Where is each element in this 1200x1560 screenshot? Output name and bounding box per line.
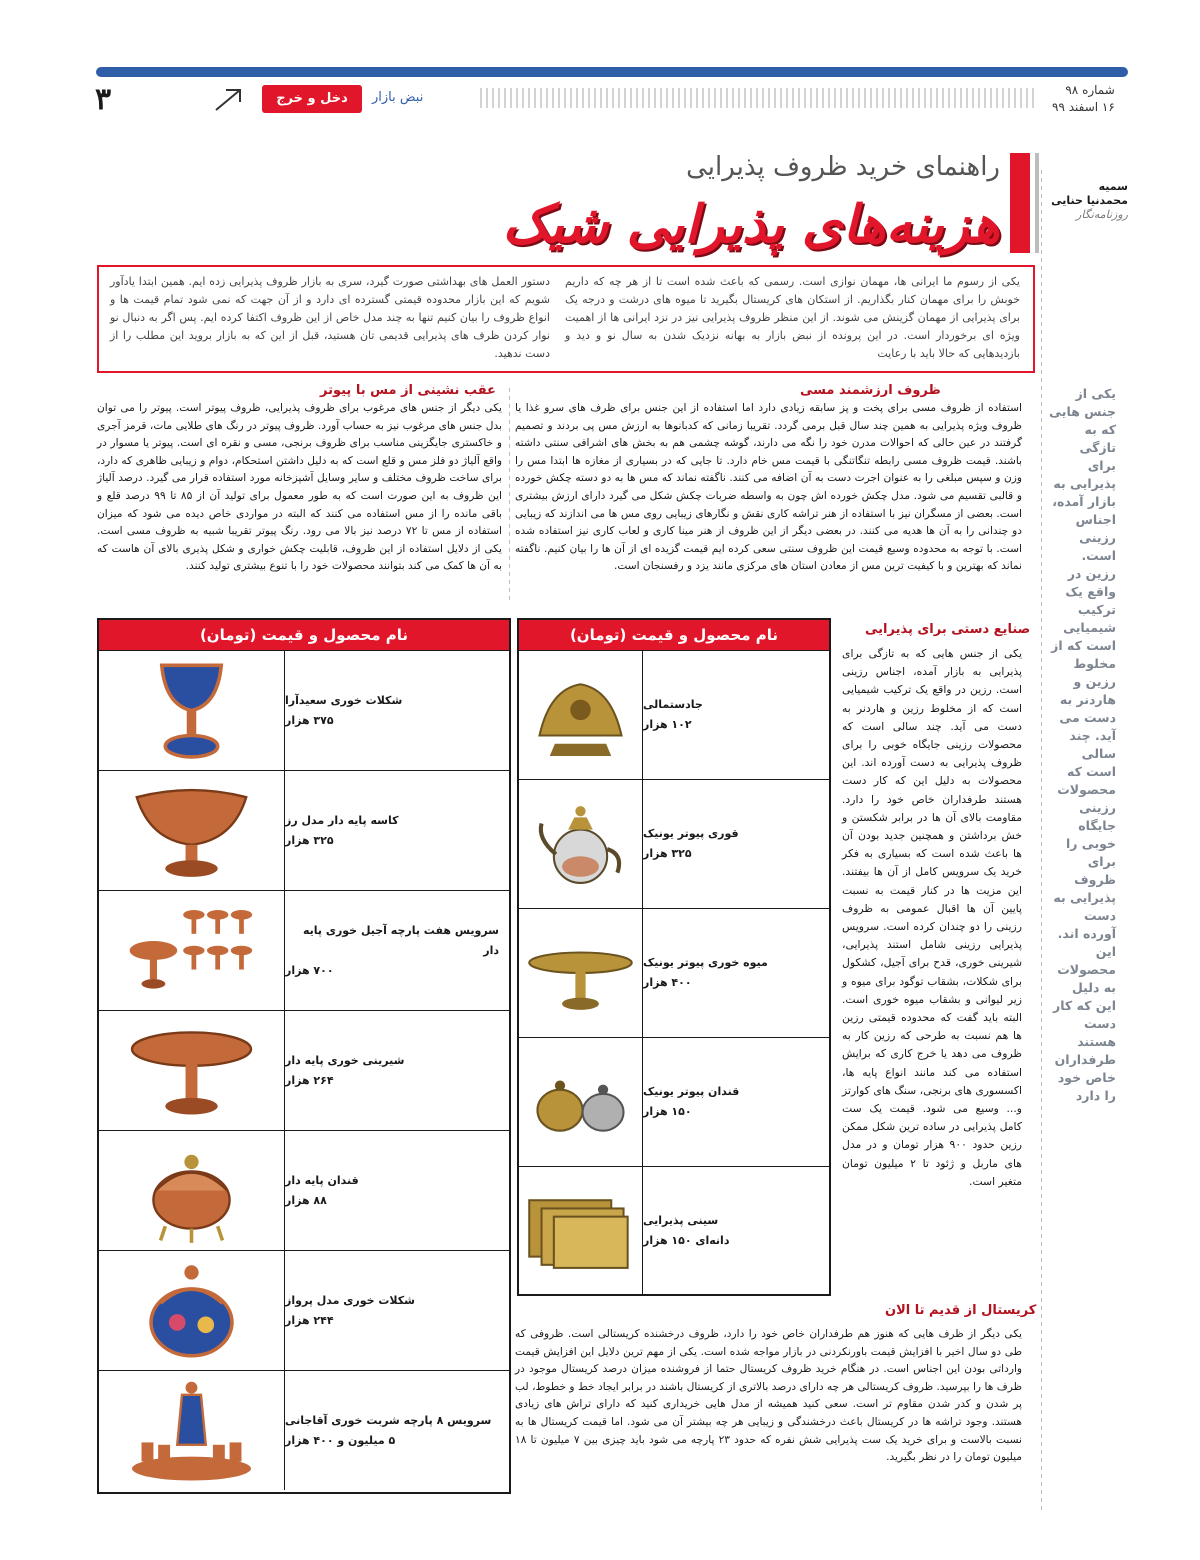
enamel-jar-image (99, 1251, 285, 1370)
intro-text-left: دستور العمل های بهداشتی صورت گیرد، سری به بازار ظروف پذیرایی زده ایم. همین ابتدا یادآور شویم که این بازار محدوده قیمتی گسترده ای دارد و از آن جهت که نمی شود تمام قیمت ها و انواع ظروف را بیان کنیم تنها به چند مدل خاص از این ظروف اکتفا کرده ایم. پس اگر به دنبال نو نوار کردن ظرف های پذیرایی قدیمی تان هستید، قبل از این که به بازار بروید این مطلب را از دست ندهید. (110, 275, 550, 360)
product-info (285, 1371, 509, 1490)
product-info (285, 771, 509, 890)
copper-price-table (97, 618, 511, 1494)
intro-text-right: یکی از رسوم ما ایرانی ها، مهمان نوازی است. رسمی که باعث شده است تا از هر چه که داریم خوبش را برای مهمان کنار بگذاریم. از استکان های کریستال بگیرید تا میوه های درشت و درجه یک برای پذیرایی از مهمان گزینش می شوند. از این منظر ظروف پذیرایی نیز در نزد ایرانی ها از اهمیت ویژه ای برخوردار است. در این پرونده از نبض بازار به بهانه نزدیک شدن به سال نو و دید و بازدیدهایی که حالا باید با رعایت (565, 275, 1020, 360)
title-gray-bar (1035, 153, 1039, 253)
table-row (99, 1370, 509, 1490)
product-price: ۸۸ هزار (285, 1193, 327, 1207)
product-info (643, 780, 829, 908)
table-row (519, 779, 829, 908)
table-header: نام محصول و قیمت (تومان) (519, 620, 829, 650)
sugar-bowl-image (519, 1038, 643, 1166)
pewter-heading: عقب نشینی از مس با پیوتر (320, 383, 496, 398)
pewter-price-table (517, 618, 831, 1296)
sidebar-divider (1041, 170, 1042, 1510)
serving-trays-image (519, 1167, 643, 1295)
product-price: ۳۲۵ هزار (285, 833, 334, 847)
product-name: شیرینی خوری پایه دار (285, 1053, 405, 1067)
enamel-goblet-image (99, 651, 285, 770)
product-price: ۱۰۲ هزار (643, 718, 692, 731)
author-byline (1048, 180, 1128, 222)
product-info (643, 909, 829, 1037)
table-row (519, 908, 829, 1037)
product-name: سرویس ۸ پارچه شربت خوری آقاجانی (285, 1413, 492, 1427)
table-row (99, 770, 509, 890)
table-row (99, 890, 509, 1010)
author-last-name: محمدنیا حنایی (1051, 194, 1128, 207)
product-name: قوری پیوتر یونیک (643, 827, 739, 840)
product-info (643, 651, 829, 779)
copper-text: استفاده از ظروف مسی برای پخت و پز سابقه زیادی دارد اما استفاده از این جنس برای ظرف های سرو غذا یا ظروف ویژه پذیرایی به همین چند سال قبل برمی گردد. تقریبا زمانی که کدبانوها به ارزش مس پی بردند و تصمیم گرفتند در عین حالی که احوالات مدرن خود را نگه می دارند، گوشه چشمی هم به بخش های اشرافی سنتی داشته باشند. قیمت ظروف مسی رابطه تنگاتنگی با قیمت مس خام دارد. تا جایی که در بسیاری از مغازه ها ابتدا مس را وزن و سپس مبلغی را به عنوان اجرت دست به آن اضافه می کنند. ناگفته نماند که مس ها به دو دسته چکش خورده و قالبی تقسیم می شود. مدل چکش خورده اش چون به واسطه ضربات چکش شکل می گیرد دارای ارزش بیشتری است. بعضی از مسگران نیز با استفاده از هنر تراشه کاری نقش و نگارهای زیبایی روی مس ها می اندازند که زیبایی دو چندانی را به آن ها هدیه می کنند. در بعضی دیگر از این ظروف از هنر مینا کاری و لعاب کاری نیز استفاده شده است. با توجه به محدوده وسیع قیمت این ظروف سنتی سعی کرده ایم قیمت گزیده ای از آن ها را بیان کنیم. ناگفته نماند که بهترین و با کیفیت ترین مس از معادن استان های مرکزی مانند یزد و رفسنجان است. (515, 402, 1022, 573)
top-bar (96, 67, 1128, 77)
table-row (519, 1037, 829, 1166)
issue-date: ۱۶ اسفند ۹۹ (1052, 100, 1115, 114)
article-title: هزینه‌های پذیرایی شیک (502, 195, 1000, 255)
sidebar-pull-quote: یکی از جنس هایی که به تازگی برای پذیرایی به بازار آمده، اجناس رزینی است. رزین در واقع یک ترکیب شیمیایی است که از مخلوط رزین و هاردنر به دست می آید. چند سالی است که محصولات رزینی جایگاه خوبی را برای ظروف پذیرایی به دست آورده اند. این محصولات به دلیل این که کار دست هستند طرفداران خاص خود را دارد (1049, 386, 1116, 1103)
product-price: ۲۴۴ هزار (285, 1313, 334, 1327)
section-title: نبض بازار (372, 90, 424, 105)
product-price: ۳۷۵ هزار (285, 713, 334, 727)
teapot-image (519, 780, 643, 908)
fruit-bowl-image (519, 909, 643, 1037)
product-info (643, 1167, 829, 1295)
product-info (285, 1011, 509, 1130)
table-row (99, 1250, 509, 1370)
product-info (285, 891, 509, 1010)
crystal-text: یکی دیگر از ظرف هایی که هنوز هم طرفداران خاص خود را دارد، ظروف درخشنده کریستالی است. ظروفی که طی دو سال اخیر با افزایش قیمت باورنکردنی در بازار مواجه شده است. یکی از مهم ترین دلایل این افزایش قیمت وارداتی بودن این اجناس است. در هنگام خرید ظروف کریستال حتما از فروشنده میزان درصد کریستال موجود در ظرف ها را بپرسید. ظروف کریستالی هر چه دارای درصد بالاتری از کریستال باشند در برابر ایجاد خط و خطوط، لب پر شدن و کدر شدن مقاوم تر است. سعی کنید همیشه از مدل هایی خریداری کنید که دارای تراش های زیادی هستند. وجود تراشه ها در کریستال باعث درخشندگی و زیبایی هر چه بیشتر آن می شود. اما قیمت کریستال ها به نسبت بالاست و برای خرید یک ست پذیرایی شش نفره که حدود ۲۳ پارچه می شود باید چیزی بین ۷ میلیون تا ۱۸ میلیون تومان را در نظر بگیرید. (515, 1328, 1022, 1464)
column-divider (509, 388, 510, 602)
issue-number: شماره ۹۸ (1065, 83, 1115, 97)
copper-bowl-image (99, 771, 285, 890)
table-row (99, 1010, 509, 1130)
product-info (643, 1038, 829, 1166)
copper-heading: ظروف ارزشمند مسی (800, 383, 941, 398)
table-row (519, 1166, 829, 1295)
author-role: روزنامه‌نگار (1076, 208, 1128, 221)
sherbet-set-image (99, 1371, 285, 1490)
table-row (99, 1130, 509, 1250)
product-info (285, 1251, 509, 1370)
product-price: ۳۲۵ هزار (643, 847, 692, 860)
table-header: نام محصول و قیمت (تومان) (99, 620, 509, 650)
product-info (285, 651, 509, 770)
product-price: ۴۰۰ هزار (643, 976, 692, 989)
crystal-heading: کریستال از قدیم تا الان (885, 1303, 1037, 1318)
publication-logo: دخل و خرج (262, 85, 362, 113)
issue-info (1052, 82, 1115, 116)
product-name: سرویس هفت پارچه آجیل خوری پایه دار (302, 923, 499, 957)
product-price: ۵ میلیون و ۴۰۰ هزار (285, 1433, 396, 1447)
product-name: سینی پذیرایی (643, 1214, 719, 1227)
pastry-stand-image (99, 1011, 285, 1130)
handicraft-text: یکی از جنس هایی که به تازگی برای پذیرایی به بازار آمده، اجناس رزینی است. رزین در واقع یک ترکیب شیمیایی است که از مخلوط رزین و هاردنر به دست می آید. چند سالی است که محصولات رزینی جایگاه خوبی را برای ظروف پذیرایی به دست آورده اند. این محصولات به دلیل این که کار دست هستند طرفداران خاص خود را دارد. مقاومت بالای آن ها در برابر شکستن و خش برداشتن و همچنین جدید بودن آن ها باعث شده است که بسیاری به فکر خرید یک سرویس کامل از آن ها بیفتند. این مزیت ها در کنار قیمت به نسبت پایین آن ها اقبال عمومی به ظروف رزینی را دو چندان کرده است. سرویس پذیرایی رزینی شامل استند پذیرایی، شیرینی خوری، قدح برای آجیل، کشکول برای شکلات، بشقاب توگود برای میوه و زیر لیوانی و بشقاب میوه خوری است. البته باید گفت که محدوده قیمتی رزین ها هم نسبت به طرحی که رزین کار به ظروف می دهد یا خرج کاری که برایش استفاده می کند مانند انواع پایه ها، اکسسوری های برنجی، سنگ های کوارتز و... وسیع می شود. قیمت یک ست کامل پذیرایی در ساده ترین شکل ممکن رزین حدود ۹۰۰ هزار تومان و در مدل های ماربل و ژئود تا ۲ میلیون تومان متغیر است. (842, 647, 1022, 1188)
nut-bowl-set-image (99, 891, 285, 1010)
product-name: کاسه پایه دار مدل رز (285, 813, 399, 827)
page-number: ۳ (95, 82, 112, 117)
napkin-holder-image (519, 651, 643, 779)
author-first-name: سمیه (1098, 180, 1128, 193)
product-name: شکلات خوری سعیدآرا (285, 693, 403, 707)
product-price: ۷۰۰ هزار (285, 963, 334, 977)
product-name: قندان پیوتر یونیک (643, 1085, 740, 1098)
product-name: میوه خوری پیوتر یونیک (643, 956, 768, 969)
header-stripes (480, 88, 1035, 108)
product-name: جادستمالی (643, 698, 703, 711)
product-name: شکلات خوری مدل پرواز (285, 1293, 415, 1307)
article-subtitle: راهنمای خرید ظروف پذیرایی (686, 152, 1000, 182)
product-info (285, 1131, 509, 1250)
table-row (99, 650, 509, 770)
pewter-text: یکی دیگر از جنس های مرغوب برای ظروف پذیرایی، ظروف پیوتر است. پیوتر را می توان بدل جنس های مرغوب نیز به حساب آورد. ظروف پیوتر در رنگ های طلایی مات، قرمز آجری و خاکستری جایگزینی مناسب برای ظروف برنجی، مسی و نقره ای است. پیوتر یا مسوار در واقع آلیاژ دو فلز مس و قلع است که به دلیل داشتن استحکام، دوام و زیبایی ظاهری که دارد، برای ساخت ظروف مختلف و سایر وسایل آشپزخانه مورد استفاده قرار می گیرد. درصد آلیاژ این ظروف به این صورت است که به طور معمول برای تولید آن از ۸۵ تا ۹۹ درصد قلع و باقی مانده را از مس استفاده می کنند که البته در مواردی خاص دیده می شود که میزان استفاده از مس تا ۷۲ درصد نیز بالا می رود. رنگ پیوتر تقریبا شبیه به ظروف مسی است. یکی از دلایل استفاده از این ظروف، قابلیت چکش خواری و شکل پذیری بالای آن هاست که به آن ها کمک می کند بتوانند محصولات خود را با تنوع بیشتری تولید کنند. (97, 402, 502, 573)
diagonal-arrow-icon (212, 86, 244, 114)
product-name: قندان پایه دار (285, 1173, 359, 1187)
handicraft-heading: صنایع دستی برای پذیرایی (865, 622, 1031, 637)
product-price: ۲۶۴ هزار (285, 1073, 334, 1087)
title-accent-bar (1010, 153, 1030, 253)
product-price: ۱۵۰ هزار (643, 1105, 692, 1118)
table-row (519, 650, 829, 779)
copper-sugar-bowl-image (99, 1131, 285, 1250)
product-price: دانه‌ای ۱۵۰ هزار (643, 1234, 730, 1247)
